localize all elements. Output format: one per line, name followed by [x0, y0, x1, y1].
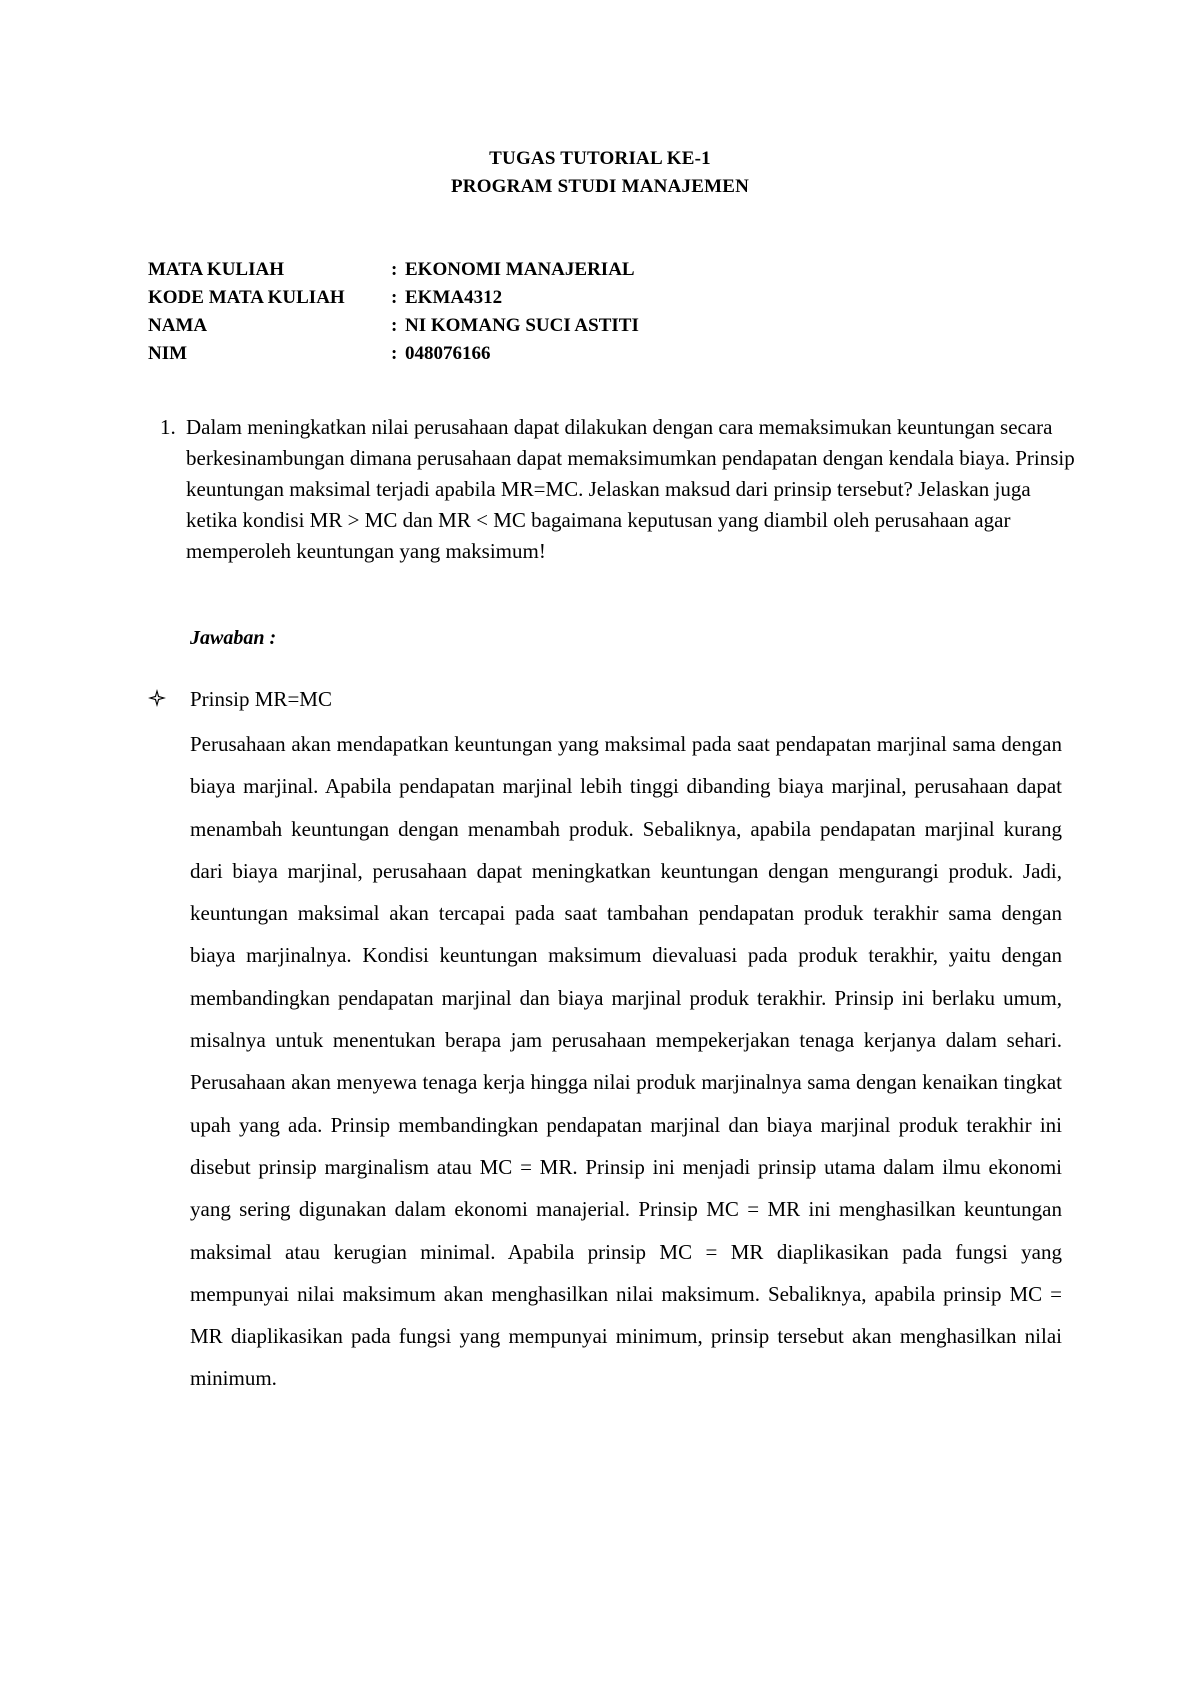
info-label: NAMA	[148, 315, 208, 336]
course-info	[148, 256, 639, 368]
info-value: EKONOMI MANAJERIAL	[405, 259, 635, 280]
question-item	[148, 412, 1078, 567]
question-number-wrap	[148, 412, 186, 567]
info-label: MATA KULIAH	[148, 259, 284, 280]
title-line-1: TUGAS TUTORIAL KE-1	[489, 148, 711, 169]
question-number: 1.	[160, 415, 176, 439]
info-row-nim	[148, 340, 639, 368]
info-label: KODE MATA KULIAH	[148, 287, 345, 308]
answer-label: Jawaban :	[190, 627, 277, 649]
info-row-course	[148, 256, 639, 284]
info-value: EKMA4312	[405, 287, 503, 308]
bullet-heading-text: Prinsip MR=MC	[190, 687, 332, 711]
info-value: 048076166	[405, 343, 491, 364]
info-label: NIM	[148, 343, 188, 364]
info-separator: :	[391, 343, 398, 364]
info-value: NI KOMANG SUCI ASTITI	[405, 315, 639, 336]
info-separator: :	[391, 287, 398, 308]
info-row-name	[148, 312, 639, 340]
bullet-heading	[148, 683, 332, 715]
diamond-bullet-icon	[148, 683, 190, 715]
info-separator: :	[391, 315, 398, 336]
document-title	[0, 145, 1200, 201]
info-row-course-code	[148, 284, 639, 312]
info-separator: :	[391, 259, 398, 280]
answer-body: Perusahaan akan mendapatkan keuntungan yang maksimal pada saat pendapatan marjinal sama dengan biaya marjinal. Apabila pendapatan marjinal lebih tinggi dibanding biaya marjinal, perusahaan dapat menambah keuntungan dengan menambah produk. Sebaliknya, apabila pendapatan marjinal kurang dari biaya marjinal, perusahaan dapat meningkatkan keuntungan dengan mengurangi produk. Jadi, keuntungan maksimal akan tercapai pada saat tambahan pendapatan produk terakhir sama dengan biaya marjinalnya. Kondisi keuntungan maksimum dievaluasi pada produk terakhir, yaitu dengan membandingkan pendapatan marjinal dan biaya marjinal produk terakhir. Prinsip ini berlaku umum, misalnya untuk menentukan berapa jam perusahaan mempekerjakan tenaga kerjanya dalam sehari. Perusahaan akan menyewa tenaga kerja hingga nilai produk marjinalnya sama dengan kenaikan tingkat upah yang ada. Prinsip membandingkan pendapatan marjinal dan biaya marjinal produk terakhir ini disebut prinsip marginalism atau MC = MR. Prinsip ini menjadi prinsip utama dalam ilmu ekonomi yang sering digunakan dalam ekonomi manajerial. Prinsip MC = MR ini menghasilkan keuntungan maksimal atau kerugian minimal. Apabila prinsip MC = MR diaplikasikan pada fungsi yang mempunyai nilai maksimum akan menghasilkan nilai maksimum. Sebaliknya, apabila prinsip MC = MR diaplikasikan pada fungsi yang mempunyai minimum, prinsip tersebut akan menghasilkan nilai minimum.	[190, 732, 1062, 1391]
question-text: Dalam meningkatkan nilai perusahaan dapat dilakukan dengan cara memaksimukan keuntungan secara berkesinambungan dimana perusahaan dapat memaksimumkan pendapatan dengan kendala biaya. Prinsip keuntungan maksimal terjadi apabila MR=MC. Jelaskan maksud dari prinsip tersebut? Jelaskan juga ketika kondisi MR > MC dan MR < MC bagaimana keputusan yang diambil oleh perusahaan agar memperoleh keuntungan yang maksimum!	[186, 415, 1075, 563]
title-line-2: PROGRAM STUDI MANAJEMEN	[450, 176, 750, 197]
